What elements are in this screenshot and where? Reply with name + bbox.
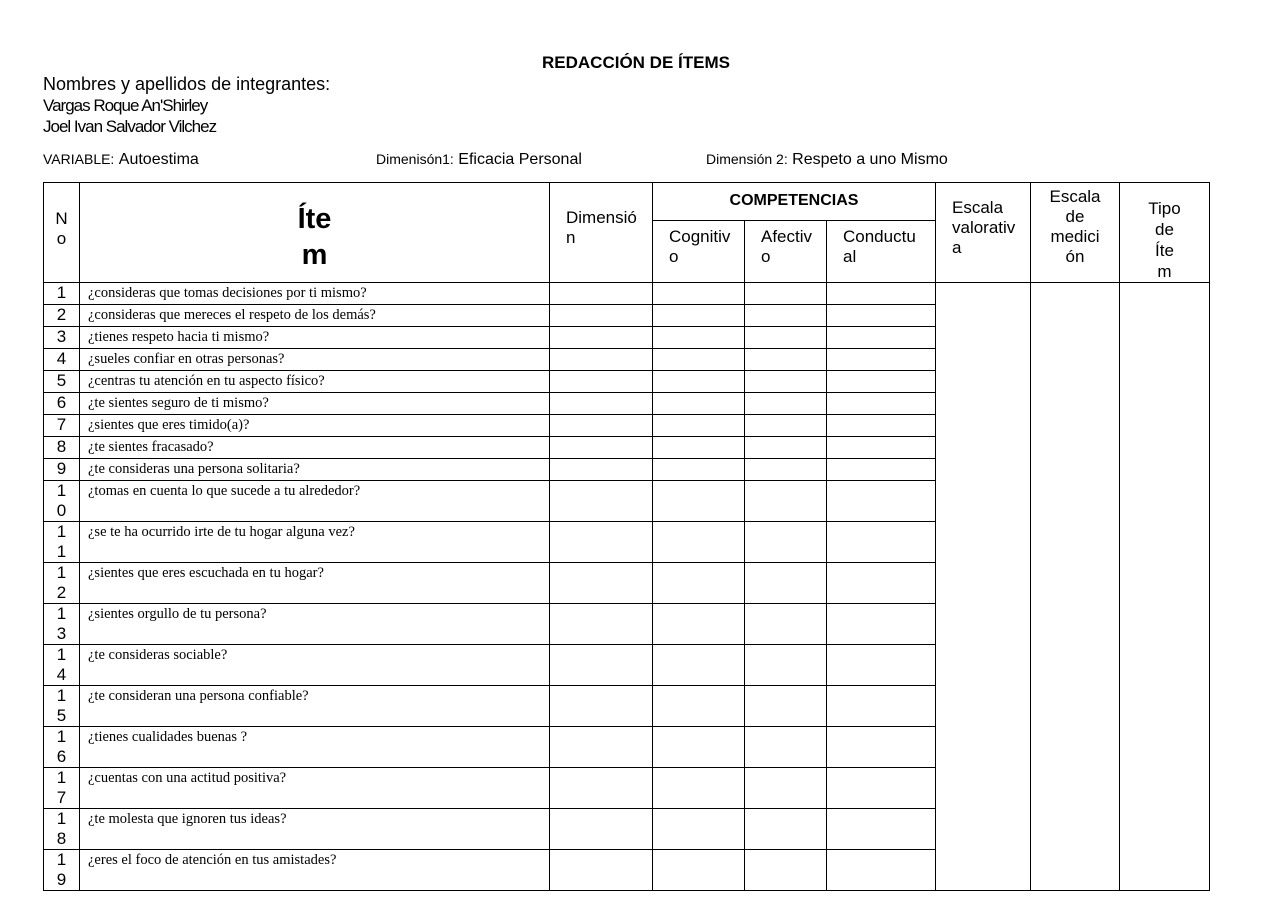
row-cognitivo-cell[interactable]: [653, 727, 745, 768]
row-dimension-cell[interactable]: [550, 349, 653, 371]
row-number: 1 5: [44, 686, 80, 727]
row-conductual-cell[interactable]: [827, 727, 936, 768]
row-cognitivo-cell[interactable]: [653, 809, 745, 850]
header-tipo-item-label: Tipo de Íte m: [1148, 199, 1181, 281]
header-competencias: [653, 183, 936, 221]
row-cognitivo-cell[interactable]: [653, 327, 745, 349]
header-cognitivo-label: Cognitiv o: [669, 226, 731, 266]
row-conductual-cell[interactable]: [827, 415, 936, 437]
items-table: [43, 182, 1210, 891]
row-dimension-cell[interactable]: [550, 393, 653, 415]
integrante-name-2: Joel Ivan Salvador Vilchez: [43, 117, 217, 136]
header-escala-valorativa-label: Escala valorativ a: [952, 198, 1016, 257]
row-question: ¿centras tu atención en tu aspecto físico?: [80, 371, 550, 393]
dimension1-label: Dimenisón1:: [376, 151, 454, 167]
row-question: ¿sientes orgullo de tu persona?: [80, 604, 550, 645]
row-dimension-cell[interactable]: [550, 686, 653, 727]
row-cognitivo-cell[interactable]: [653, 415, 745, 437]
row-conductual-cell[interactable]: [827, 768, 936, 809]
header-escala-medicion: [1031, 183, 1120, 283]
table-header: [44, 183, 1210, 283]
variable-field: [43, 151, 199, 169]
row-question: ¿consideras que mereces el respeto de los demás?: [80, 305, 550, 327]
row-question: ¿se te ha ocurrido irte de tu hogar alguna vez?: [80, 522, 550, 563]
row-dimension-cell[interactable]: [550, 809, 653, 850]
row-dimension-cell[interactable]: [550, 645, 653, 686]
row-cognitivo-cell[interactable]: [653, 604, 745, 645]
row-afectivo-cell[interactable]: [745, 522, 827, 563]
row-conductual-cell[interactable]: [827, 327, 936, 349]
row-afectivo-cell[interactable]: [745, 327, 827, 349]
header-escala-medicion-label: Escala de medici ón: [1049, 187, 1101, 266]
row-number: 1 9: [44, 850, 80, 891]
row-number: 1 1: [44, 522, 80, 563]
row-cognitivo-cell[interactable]: [653, 437, 745, 459]
row-number: 1 0: [44, 481, 80, 522]
row-number: 3: [44, 327, 80, 349]
row-dimension-cell[interactable]: [550, 481, 653, 522]
row-afectivo-cell[interactable]: [745, 563, 827, 604]
row-number: 9: [44, 459, 80, 481]
row-conductual-cell[interactable]: [827, 349, 936, 371]
row-cognitivo-cell[interactable]: [653, 563, 745, 604]
row-question: ¿consideras que tomas decisiones por ti mismo?: [80, 283, 550, 305]
row-afectivo-cell[interactable]: [745, 459, 827, 481]
row-question: ¿te sientes fracasado?: [80, 437, 550, 459]
row-question: ¿tomas en cuenta lo que sucede a tu alrededor?: [80, 481, 550, 522]
row-dimension-cell[interactable]: [550, 327, 653, 349]
row-afectivo-cell[interactable]: [745, 393, 827, 415]
row-conductual-cell[interactable]: [827, 850, 936, 891]
row-conductual-cell[interactable]: [827, 283, 936, 305]
header-no: [44, 183, 80, 283]
document-title: REDACCIÓN DE ÍTEMS: [542, 53, 730, 72]
row-afectivo-cell[interactable]: [745, 604, 827, 645]
row-question: ¿te consideras sociable?: [80, 645, 550, 686]
row-question: ¿te sientes seguro de ti mismo?: [80, 393, 550, 415]
header-dimension: [550, 183, 653, 283]
row-number: 8: [44, 437, 80, 459]
row-afectivo-cell[interactable]: [745, 809, 827, 850]
row-cognitivo-cell[interactable]: [653, 481, 745, 522]
variable-value: Autoestima: [118, 151, 199, 168]
row-number: 1: [44, 283, 80, 305]
dimension1-value: Eficacia Personal: [458, 151, 582, 168]
row-cognitivo-cell[interactable]: [653, 349, 745, 371]
row-question: ¿te molesta que ignoren tus ideas?: [80, 809, 550, 850]
header-competencias-label: COMPETENCIAS: [729, 192, 859, 210]
row-cognitivo-cell[interactable]: [653, 371, 745, 393]
row-afectivo-cell[interactable]: [745, 305, 827, 327]
row-conductual-cell[interactable]: [827, 809, 936, 850]
row-cognitivo-cell[interactable]: [653, 305, 745, 327]
row-number: 7: [44, 415, 80, 437]
header-cognitivo: [653, 220, 745, 282]
row-conductual-cell[interactable]: [827, 686, 936, 727]
row-dimension-cell[interactable]: [550, 415, 653, 437]
header-dimension-label: Dimensió n: [566, 208, 637, 247]
table-body: [44, 283, 1210, 891]
row-cognitivo-cell[interactable]: [653, 645, 745, 686]
row-conductual-cell[interactable]: [827, 459, 936, 481]
row-dimension-cell[interactable]: [550, 305, 653, 327]
row-question: ¿te consideras una persona solitaria?: [80, 459, 550, 481]
integrantes-label: Nombres y apellidos de integrantes:: [43, 74, 331, 94]
integrante-name-1: Vargas Roque An'Shirley: [43, 96, 208, 115]
row-conductual-cell[interactable]: [827, 645, 936, 686]
header-no-label: N o: [55, 209, 68, 248]
escala-valorativa-cell[interactable]: [936, 283, 1031, 891]
table-row: [44, 283, 1210, 305]
row-cognitivo-cell[interactable]: [653, 686, 745, 727]
row-question: ¿eres el foco de atención en tus amistades?: [80, 850, 550, 891]
row-question: ¿tienes respeto hacia ti mismo?: [80, 327, 550, 349]
row-number: 1 7: [44, 768, 80, 809]
row-number: 5: [44, 371, 80, 393]
row-dimension-cell[interactable]: [550, 371, 653, 393]
row-number: 1 2: [44, 563, 80, 604]
row-dimension-cell[interactable]: [550, 437, 653, 459]
header-item: [80, 183, 550, 283]
row-afectivo-cell[interactable]: [745, 349, 827, 371]
row-conductual-cell[interactable]: [827, 393, 936, 415]
row-afectivo-cell[interactable]: [745, 415, 827, 437]
header-item-label: Íte m: [297, 203, 332, 271]
row-dimension-cell[interactable]: [550, 768, 653, 809]
row-number: 1 4: [44, 645, 80, 686]
row-cognitivo-cell[interactable]: [653, 393, 745, 415]
variable-label: VARIABLE:: [43, 151, 115, 167]
header-tipo-item: [1120, 183, 1210, 283]
row-dimension-cell[interactable]: [550, 563, 653, 604]
row-conductual-cell[interactable]: [827, 305, 936, 327]
row-conductual-cell[interactable]: [827, 604, 936, 645]
row-conductual-cell[interactable]: [827, 481, 936, 522]
row-dimension-cell[interactable]: [550, 727, 653, 768]
row-number: 4: [44, 349, 80, 371]
dimension2-label: Dimensión 2:: [706, 151, 788, 167]
row-afectivo-cell[interactable]: [745, 768, 827, 809]
header-conductual: [827, 220, 936, 282]
dimension2-value: Respeto a uno Mismo: [792, 151, 948, 168]
row-conductual-cell[interactable]: [827, 437, 936, 459]
row-afectivo-cell[interactable]: [745, 283, 827, 305]
row-cognitivo-cell[interactable]: [653, 850, 745, 891]
header-conductual-label: Conductu al: [843, 226, 916, 266]
row-afectivo-cell[interactable]: [745, 371, 827, 393]
row-dimension-cell[interactable]: [550, 522, 653, 563]
row-number: 6: [44, 393, 80, 415]
header-afectivo: [745, 220, 827, 282]
row-cognitivo-cell[interactable]: [653, 459, 745, 481]
row-number: 1 8: [44, 809, 80, 850]
row-dimension-cell[interactable]: [550, 459, 653, 481]
header-escala-valorativa: [936, 183, 1031, 283]
escala-medicion-cell[interactable]: [1031, 283, 1120, 891]
row-number: 1 6: [44, 727, 80, 768]
dimension2-field: [706, 151, 948, 169]
row-dimension-cell[interactable]: [550, 604, 653, 645]
row-cognitivo-cell[interactable]: [653, 768, 745, 809]
row-conductual-cell[interactable]: [827, 371, 936, 393]
row-afectivo-cell[interactable]: [745, 645, 827, 686]
row-dimension-cell[interactable]: [550, 850, 653, 891]
row-number: 1 3: [44, 604, 80, 645]
row-afectivo-cell[interactable]: [745, 686, 827, 727]
row-number: 2: [44, 305, 80, 327]
row-question: ¿cuentas con una actitud positiva?: [80, 768, 550, 809]
row-cognitivo-cell[interactable]: [653, 522, 745, 563]
dimension1-field: [376, 151, 582, 169]
row-conductual-cell[interactable]: [827, 522, 936, 563]
row-question: ¿sueles confiar en otras personas?: [80, 349, 550, 371]
row-cognitivo-cell[interactable]: [653, 283, 745, 305]
row-dimension-cell[interactable]: [550, 283, 653, 305]
row-conductual-cell[interactable]: [827, 563, 936, 604]
row-question: ¿te consideran una persona confiable?: [80, 686, 550, 727]
header-afectivo-label: Afectiv o: [761, 226, 813, 266]
tipo-item-cell[interactable]: [1120, 283, 1210, 891]
row-question: ¿sientes que eres timido(a)?: [80, 415, 550, 437]
row-question: ¿sientes que eres escuchada en tu hogar?: [80, 563, 550, 604]
row-afectivo-cell[interactable]: [745, 850, 827, 891]
row-afectivo-cell[interactable]: [745, 481, 827, 522]
row-afectivo-cell[interactable]: [745, 437, 827, 459]
row-question: ¿tienes cualidades buenas ?: [80, 727, 550, 768]
row-afectivo-cell[interactable]: [745, 727, 827, 768]
